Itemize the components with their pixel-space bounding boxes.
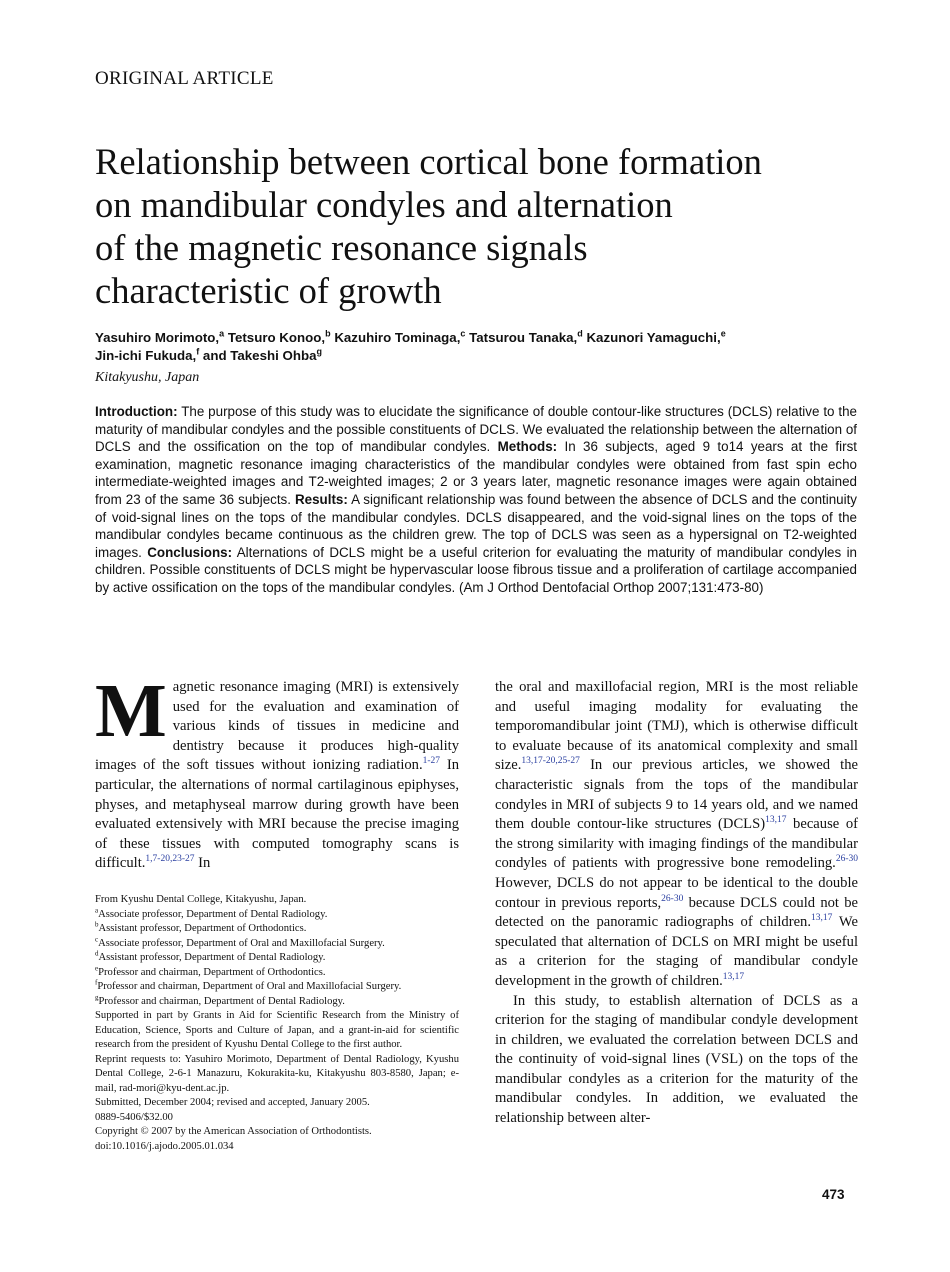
body-paragraph [495, 992, 858, 1129]
body-text: In our previous articles, we showed the characteristic signals from the tops of the mandibular condyles in MRI of subjects 9 to 14 years old, and we named them double contour-like structures (DCLS) [495, 757, 858, 833]
footnote [95, 1053, 459, 1097]
title-line: Relationship between cortical bone formation [95, 141, 762, 182]
footnote [95, 1125, 459, 1140]
citation-reference: 13,17 [722, 972, 745, 983]
author-name: Kazunori Yamaguchi, [586, 330, 721, 345]
abstract [95, 403, 857, 597]
body-paragraph [495, 678, 858, 992]
footnote-text: Associate professor, Department of Dental Radiology. [98, 908, 328, 920]
footnote [95, 1096, 459, 1111]
footnote [95, 1009, 459, 1053]
citation-reference: 26-30 [661, 893, 684, 904]
citation-reference: 1-27 [422, 756, 441, 767]
footnote-text: 0889-5406/$32.00 [95, 1111, 173, 1123]
footnote-mark: e [95, 963, 99, 972]
citation-reference: 13,17 [811, 913, 833, 924]
footnote [95, 934, 459, 952]
body-paragraph [95, 669, 459, 874]
footnote-mark: g [95, 992, 99, 1001]
article-title [95, 140, 875, 312]
footnote-text: Professor and chairman, Department of Oral and Maxillofacial Surgery. [97, 981, 402, 992]
page-number: 473 [822, 1187, 845, 1202]
footnote [95, 905, 459, 923]
affiliation-mark: e [720, 328, 726, 339]
section-label: ORIGINAL ARTICLE [95, 68, 274, 89]
footnote [95, 922, 459, 937]
footnote-text: Copyright © 2007 by the American Association of Orthodontists. [95, 1126, 372, 1137]
author-name: and Takeshi Ohba [202, 348, 317, 363]
body-text: because DCLS could not be detected on the panoramic radiographs of children. [495, 894, 859, 931]
footnote-text: Reprint requests to: Yasuhiro Morimoto, Department of Dental Radiology, Kyushu Dental College, 2-6-1 Manazuru, Kokurakita-ku, Kitakyushu 803-8580, Japan; e-mail, rad-mori@kyu-dent.ac.jp. [95, 1053, 459, 1094]
abstract-text: The purpose of this study was to elucidate the significance of double contour-like structures (DCLS) relative to the maturity of mandibular condyles and the possible constituents of DCLS. We evaluated the relationship between the alternation of DCLS and the ossification on the top of mandibular condyles. [95, 404, 857, 455]
footnote-text: Professor and chairman, Department of Dental Radiology. [98, 995, 345, 1007]
footnote [95, 951, 459, 966]
footnote [95, 980, 459, 995]
author-name: Jin-ichi Fukuda, [95, 348, 197, 363]
affiliation-mark: f [196, 346, 200, 357]
title-line: on mandibular condyles and alternation [95, 184, 673, 225]
citation-reference: 13,17-20,25-27 [521, 756, 580, 767]
affiliation-mark: d [577, 328, 583, 339]
footnote-text: doi:10.1016/j.ajodo.2005.01.034 [95, 1140, 234, 1152]
body-text: In [194, 855, 211, 872]
affiliation-mark: a [219, 328, 225, 339]
title-line: of the magnetic resonance signals [95, 227, 588, 268]
author-name: Tatsurou Tanaka, [469, 330, 578, 345]
author-location: Kitakyushu, Japan [95, 370, 200, 385]
body-column-right [495, 678, 858, 1129]
author-name: Tetsuro Konoo, [227, 330, 326, 345]
footnote-mark: b [95, 920, 99, 929]
footnote-mark: c [95, 934, 99, 943]
abstract-text: Alternations of DCLS might be a useful criterion for evaluating the maturity of mandibular condyles in children. Possible constituents of DCLS might be hypervascular loose fibrous tissue and a proliferation of cartilage accompanied by active ossification on the tops of the mandibular condyles. (Am J Orthod Dentofacial Orthop 2007;131:473-80) [95, 544, 857, 595]
abstract-text: In 36 subjects, aged 9 to14 years at the first examination, magnetic resonance imaging characteristics of the mandibular condyles were obtained from fast spin echo intermediate-weighted images and T2-weighted images; 2 or 3 years later, magnetic resonance images were again obtained from 23 of the same 36 subjects. [95, 439, 857, 507]
footnote-mark: d [95, 949, 99, 958]
affiliation-mark: b [325, 328, 331, 339]
author-name: Kazuhiro Tominaga, [334, 330, 461, 345]
body-text: We speculated that alternation of DCLS on MRI might be useful as a criterion for the staging of mandibular condyle development in the growth of children. [495, 914, 859, 989]
footnote-text: Supported in part by Grants in Aid for Scientific Research from the Ministry of Education, Science, Sports and Culture of Japan, and a grant-in-aid for scientific research from the president of Kyushu Dental College to the first author. [95, 1010, 459, 1050]
body-text: In this study, to establish alternation of DCLS as a criterion for the staging of mandibular condyle development in children, we evaluated the correlation between DCLS and the continuity of void-signal lines (VSL) on the tops of the mandibular condyles as a criterion for the maturity of the mandibular condyles. In addition, we evaluated the relationship between alter- [495, 992, 858, 1127]
author-name: Yasuhiro Morimoto, [95, 330, 220, 345]
title-line: characteristic of growth [95, 270, 442, 311]
footnote-mark: f [95, 978, 98, 987]
body-text: because of the strong similarity with imaging findings of the mandibular condyles of patients with progressive bone remodeling. [495, 816, 858, 872]
abstract-heading: Methods: [497, 439, 558, 455]
footnote-text: Professor and chairman, Department of Orthodontics. [98, 966, 326, 978]
abstract-heading: Results: [294, 491, 348, 507]
footnote-text: Assistant professor, Department of Orthodontics. [98, 923, 307, 934]
body-text: In particular, the alternations of normal cartilaginous epiphyses, physes, and metaphyseal marrow during growth have been evaluated extensively with MRI because the precise imaging of these tissues with computed tomography scans is difficult. [95, 757, 459, 872]
abstract-heading: Conclusions: [147, 544, 233, 560]
body-column-left [95, 669, 459, 874]
abstract-heading: Introduction: [95, 404, 178, 419]
footnote [95, 992, 459, 1010]
footnotes [95, 893, 459, 1154]
footnote-mark: a [95, 905, 99, 914]
body-text: the oral and maxillofacial region, MRI is the most reliable and useful imaging modality for evaluating the temporomandibular joint (TMJ), which is otherwise difficult to evaluate because of its anatomical complexity and small size. [495, 679, 858, 774]
footnote [95, 1140, 459, 1155]
citation-reference: 13,17 [765, 815, 787, 826]
affiliation-mark: g [316, 346, 322, 357]
footnote-text: From Kyushu Dental College, Kitakyushu, Japan. [95, 894, 307, 905]
author-list [95, 329, 855, 365]
footnote [95, 893, 459, 908]
footnote-text: Submitted, December 2004; revised and accepted, January 2005. [95, 1097, 370, 1108]
footnote-text: Associate professor, Department of Oral and Maxillofacial Surgery. [98, 937, 385, 949]
footnote [95, 1111, 459, 1126]
drop-cap: M [95, 669, 167, 753]
affiliation-mark: c [460, 328, 466, 339]
abstract-text: A significant relationship was found between the absence of DCLS and the continuity of void-signal lines on the tops of the mandibular condyles. DCLS disappeared, and the void-signal lines on the tops of the mandibular condyles became continuous as the children grew. The top of DCLS was seen as a hypersignal on T2-weighted images. [95, 491, 857, 560]
citation-reference: 1,7-20,23-27 [145, 854, 195, 865]
footnote [95, 963, 459, 981]
citation-reference: 26-30 [835, 854, 858, 865]
footnote-text: Assistant professor, Department of Dental Radiology. [98, 952, 326, 963]
body-text: However, DCLS do not appear to be identical to the double contour in previous reports, [495, 874, 858, 911]
body-text: agnetic resonance imaging (MRI) is extensively used for the evaluation and examination of various kinds of tissues in medicine and dentistry because it produces high-quality images of the soft tissues without ionizing radiation. [95, 679, 459, 774]
